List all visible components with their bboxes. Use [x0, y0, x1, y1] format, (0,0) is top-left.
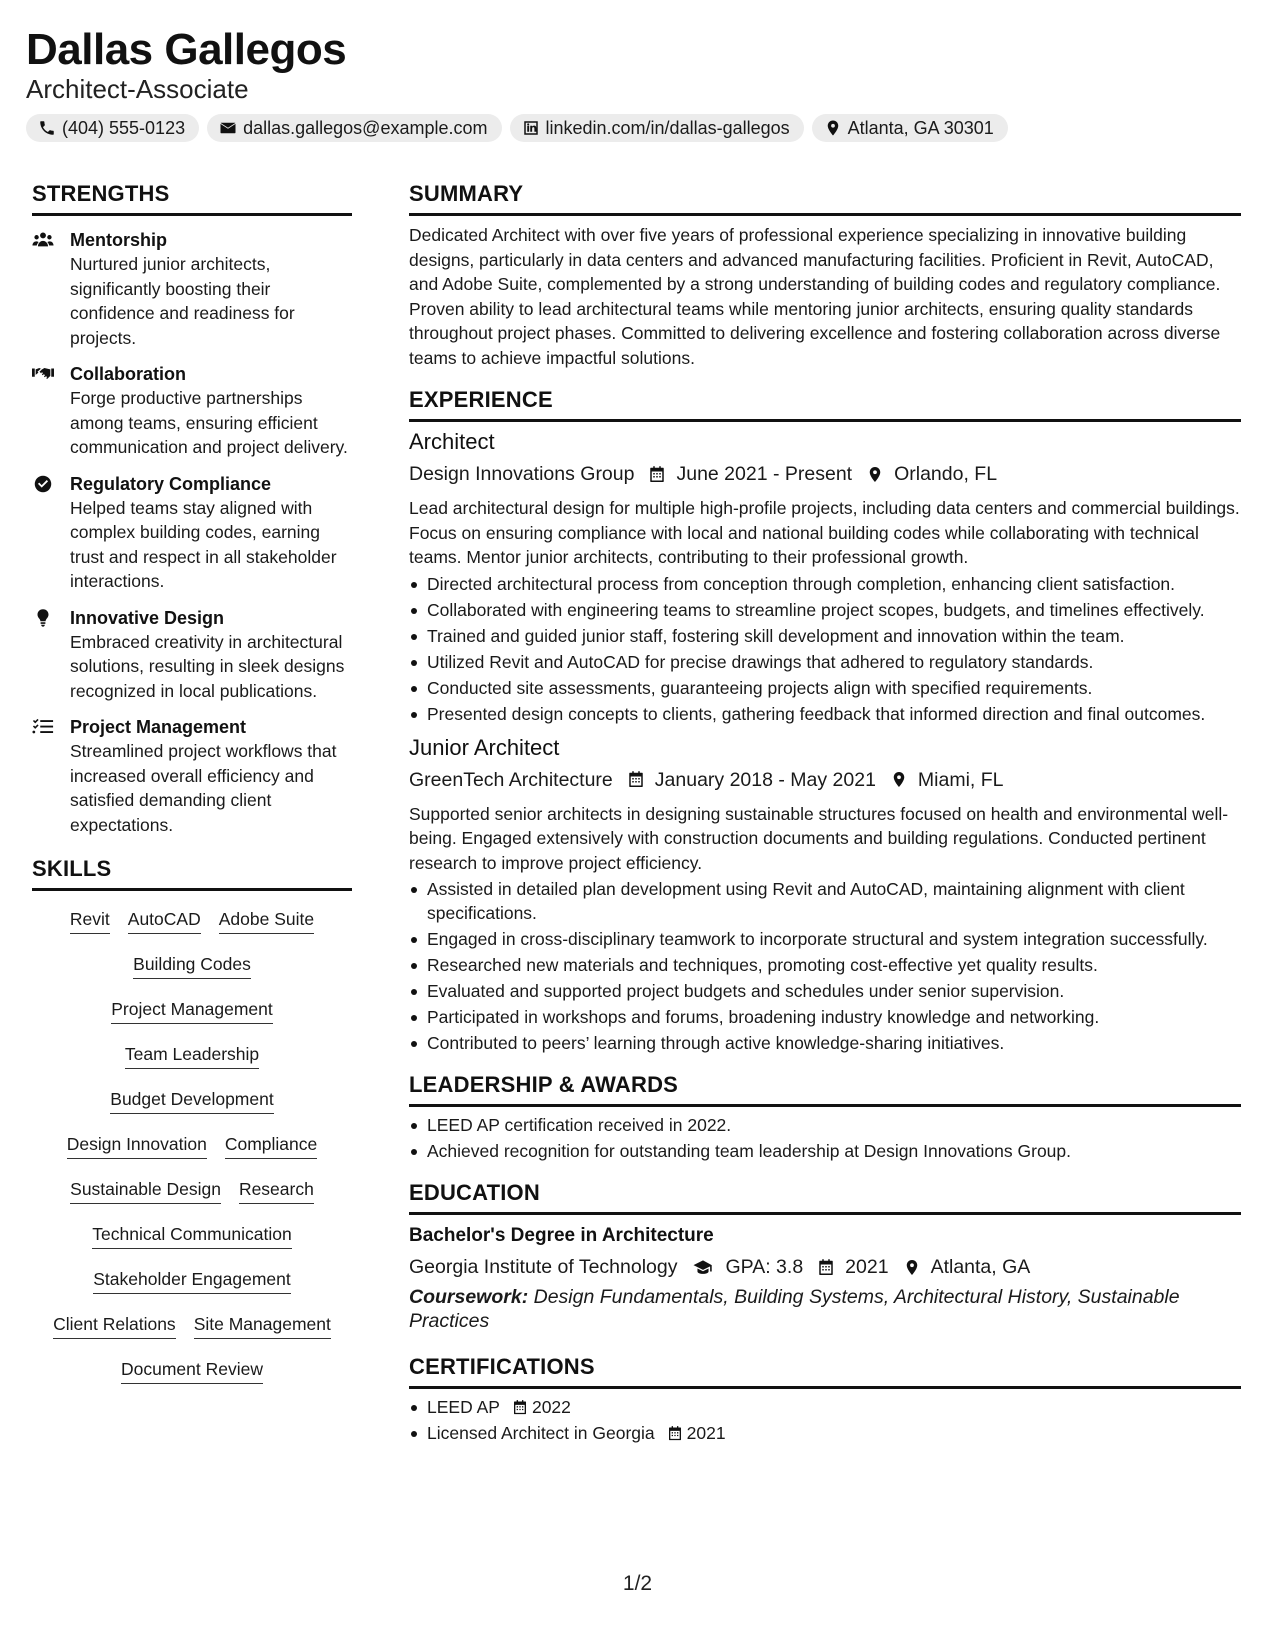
skill-tag: Compliance: [225, 1132, 317, 1159]
job-title: Architect: [409, 429, 495, 454]
degree-title: Bachelor's Degree in Architecture: [409, 1225, 714, 1246]
strengths-section: [32, 180, 352, 837]
certification-year: 2021: [686, 1423, 726, 1443]
contact-bar: [26, 114, 1008, 142]
certifications-list: [409, 1395, 1241, 1445]
gpa: GPA: 3.8: [725, 1256, 804, 1278]
contact-location-text: Atlanta, GA 30301: [847, 117, 994, 138]
skill-tag: Client Relations: [53, 1312, 176, 1339]
skill-tag: AutoCAD: [128, 907, 201, 934]
job-entry: [409, 428, 1241, 726]
job-bullets: [409, 572, 1241, 726]
job-company: GreenTech Architecture: [409, 768, 613, 791]
handshake-icon: [32, 364, 54, 384]
job-meta: [409, 460, 1241, 488]
lightbulb-icon: [32, 608, 54, 628]
strength-title: Project Management: [70, 717, 247, 737]
experience-heading: EXPERIENCE: [409, 386, 1241, 422]
strength-title: Regulatory Compliance: [70, 473, 272, 494]
school-location: Atlanta, GA: [930, 1256, 1031, 1278]
summary-heading: SUMMARY: [409, 180, 1241, 216]
skill-tag: Team Leadership: [125, 1042, 259, 1069]
skill-tag: Technical Communication: [92, 1222, 291, 1249]
skill-tag: Project Management: [111, 997, 272, 1024]
left-column: [32, 180, 352, 1394]
job-dates: January 2018 - May 2021: [654, 768, 876, 791]
skill-tag: Document Review: [121, 1357, 263, 1384]
calendar-icon: [667, 1425, 683, 1442]
list-item: Participated in workshops and forums, broadening industry knowledge and networking.: [409, 1005, 1241, 1029]
education-meta: [409, 1253, 1241, 1281]
certifications-section: [409, 1353, 1241, 1445]
skills-section: [32, 855, 352, 1394]
users-icon: [32, 230, 54, 250]
list-item: Evaluated and supported project budgets and schedules under senior supervision.: [409, 979, 1241, 1003]
contact-phone-text: (404) 555-0123: [62, 117, 186, 138]
job-bullets: [409, 877, 1241, 1055]
strength-item: [32, 362, 352, 460]
leadership-list: [409, 1113, 1241, 1163]
skill-tag: Adobe Suite: [219, 907, 314, 934]
certification-name: LEED AP: [427, 1397, 500, 1417]
certification-name: Licensed Architect in Georgia: [427, 1423, 655, 1443]
strength-item: [32, 472, 352, 594]
strength-item: [32, 606, 352, 704]
job-location: Orlando, FL: [894, 463, 998, 485]
list-item: Utilized Revit and AutoCAD for precise drawings that adhered to regulatory standards.: [409, 650, 1241, 674]
list-item: Directed architectural process from conception through completion, enhancing client satisfaction.: [409, 572, 1241, 596]
page-number: 1/2: [622, 1572, 653, 1595]
experience-section: [409, 386, 1241, 1055]
leadership-section: [409, 1071, 1241, 1163]
candidate-role: Architect-Associate: [26, 74, 249, 104]
list-item: Collaborated with engineering teams to streamline project scopes, budgets, and timelines effectively.: [409, 598, 1241, 622]
list-item: Researched new materials and techniques, promoting cost-effective yet quality results.: [409, 953, 1241, 977]
calendar-icon: [648, 465, 666, 484]
contact-email-text: dallas.gallegos@example.com: [243, 117, 488, 138]
strength-desc: Nurtured junior architects, significantly boosting their confidence and readiness for projects.: [70, 254, 295, 348]
job-description: Lead architectural design for multiple high-profile projects, including data centers and commercial buildings. Focus on ensuring compliance with local and national building codes while collaborating with technical teams. Mentor junior architects, contributing to their professional growth.: [409, 498, 1240, 567]
strength-title: Collaboration: [70, 364, 186, 384]
list-check-icon: [32, 717, 54, 737]
strength-item: [32, 228, 352, 350]
list-item: Assisted in detailed plan development using Revit and AutoCAD, maintaining alignment with client specifications.: [409, 877, 1241, 925]
skill-tag: Sustainable Design: [70, 1177, 221, 1204]
certification-item: [409, 1395, 1241, 1419]
skills-heading: SKILLS: [32, 855, 352, 891]
strength-desc: Embraced creativity in architectural solutions, resulting in sleek designs recognized in local publications.: [70, 631, 345, 701]
strength-desc: Forge productive partnerships among teams, ensuring efficient communication and project delivery.: [70, 388, 348, 457]
job-title: Junior Architect: [409, 734, 560, 760]
coursework: [409, 1285, 1241, 1333]
job-description: Supported senior architects in designing sustainable structures focused on health and environmental well-being. Engaged extensively with construction documents and building regulations. Conducted pertinent research to improve project efficiency.: [409, 803, 1229, 873]
skill-tag: Revit: [70, 907, 110, 934]
job-location: Miami, FL: [917, 768, 1004, 791]
job-entry: [409, 734, 1241, 1056]
list-item: LEED AP certification received in 2022.: [409, 1113, 1241, 1137]
contact-email[interactable]: [207, 114, 501, 142]
strength-desc: Helped teams stay aligned with complex building codes, earning trust and respect in all stakeholder interactions.: [70, 497, 337, 591]
calendar-icon: [817, 1258, 835, 1277]
strength-desc: Streamlined project workflows that increased overall efficiency and satisfied demanding client expectations.: [70, 741, 337, 835]
skill-tag: Budget Development: [110, 1087, 273, 1114]
location-pin-icon: [824, 119, 842, 137]
calendar-icon: [627, 770, 645, 789]
list-item: Presented design concepts to clients, gathering feedback that informed direction and final outcomes.: [409, 702, 1241, 726]
skill-tag: Stakeholder Engagement: [93, 1267, 291, 1294]
candidate-name: Dallas Gallegos: [26, 25, 347, 74]
certification-item: [409, 1421, 1241, 1445]
coursework-text: Design Fundamentals, Building Systems, Architectural History, Sustainable Practices: [409, 1286, 1180, 1332]
certification-year: 2022: [531, 1397, 571, 1417]
contact-linkedin[interactable]: [510, 114, 804, 142]
job-dates: June 2021 - Present: [676, 463, 853, 485]
location-pin-icon: [903, 1258, 921, 1277]
right-column: [409, 180, 1241, 1447]
school-name: Georgia Institute of Technology: [409, 1256, 678, 1278]
linkedin-icon: [522, 119, 540, 137]
phone-icon: [38, 119, 56, 137]
summary-text: Dedicated Architect with over five years of professional experience specializing in innovative building designs, particularly in data centers and advanced manufacturing facilities. Proficient in Revit, AutoCAD, and Adobe Suite, complemented by a strong understanding of building codes and regulatory compliance. Proven ability to lead architectural teams while mentoring junior architects, ensuring quality standards throughout project phases. Committed to delivering excellence and fostering collaboration across diverse teams to achieve impactful solutions.: [409, 225, 1221, 368]
strength-title: Mentorship: [70, 230, 167, 250]
job-meta: [409, 766, 1241, 794]
list-item: Contributed to peers’ learning through active knowledge-sharing initiatives.: [409, 1031, 1241, 1055]
calendar-icon: [512, 1399, 528, 1416]
skill-tag: Building Codes: [133, 952, 251, 979]
list-item: Achieved recognition for outstanding team leadership at Design Innovations Group.: [409, 1139, 1241, 1163]
skill-tag: Design Innovation: [67, 1132, 207, 1159]
certifications-heading: CERTIFICATIONS: [409, 1353, 1241, 1389]
contact-linkedin-text: linkedin.com/in/dallas-gallegos: [545, 117, 790, 138]
strength-item: [32, 715, 352, 837]
contact-location: [812, 114, 1008, 142]
envelope-icon: [219, 119, 237, 137]
contact-phone[interactable]: [26, 114, 199, 142]
skill-tag: Site Management: [194, 1312, 331, 1339]
location-pin-icon: [866, 465, 884, 484]
strength-title: Innovative Design: [70, 607, 225, 628]
coursework-label: Coursework:: [409, 1286, 529, 1308]
skill-tag: Research: [239, 1177, 314, 1204]
strengths-heading: STRENGTHS: [32, 180, 352, 216]
summary-section: [409, 180, 1241, 370]
list-item: Engaged in cross-disciplinary teamwork to incorporate structural and system integration successfully.: [409, 927, 1241, 951]
graduation-cap-icon: [691, 1258, 715, 1277]
graduation-year: 2021: [845, 1256, 889, 1278]
leadership-heading: LEADERSHIP & AWARDS: [409, 1071, 1241, 1107]
education-heading: EDUCATION: [409, 1179, 1241, 1215]
location-pin-icon: [890, 770, 908, 789]
list-item: Conducted site assessments, guaranteeing projects align with specified requirements.: [409, 676, 1241, 700]
skills-list: [32, 899, 352, 1394]
list-item: Trained and guided junior staff, fostering skill development and innovation within the team.: [409, 624, 1241, 648]
check-circle-icon: [32, 474, 54, 494]
education-section: [409, 1179, 1241, 1333]
job-company: Design Innovations Group: [409, 463, 635, 485]
